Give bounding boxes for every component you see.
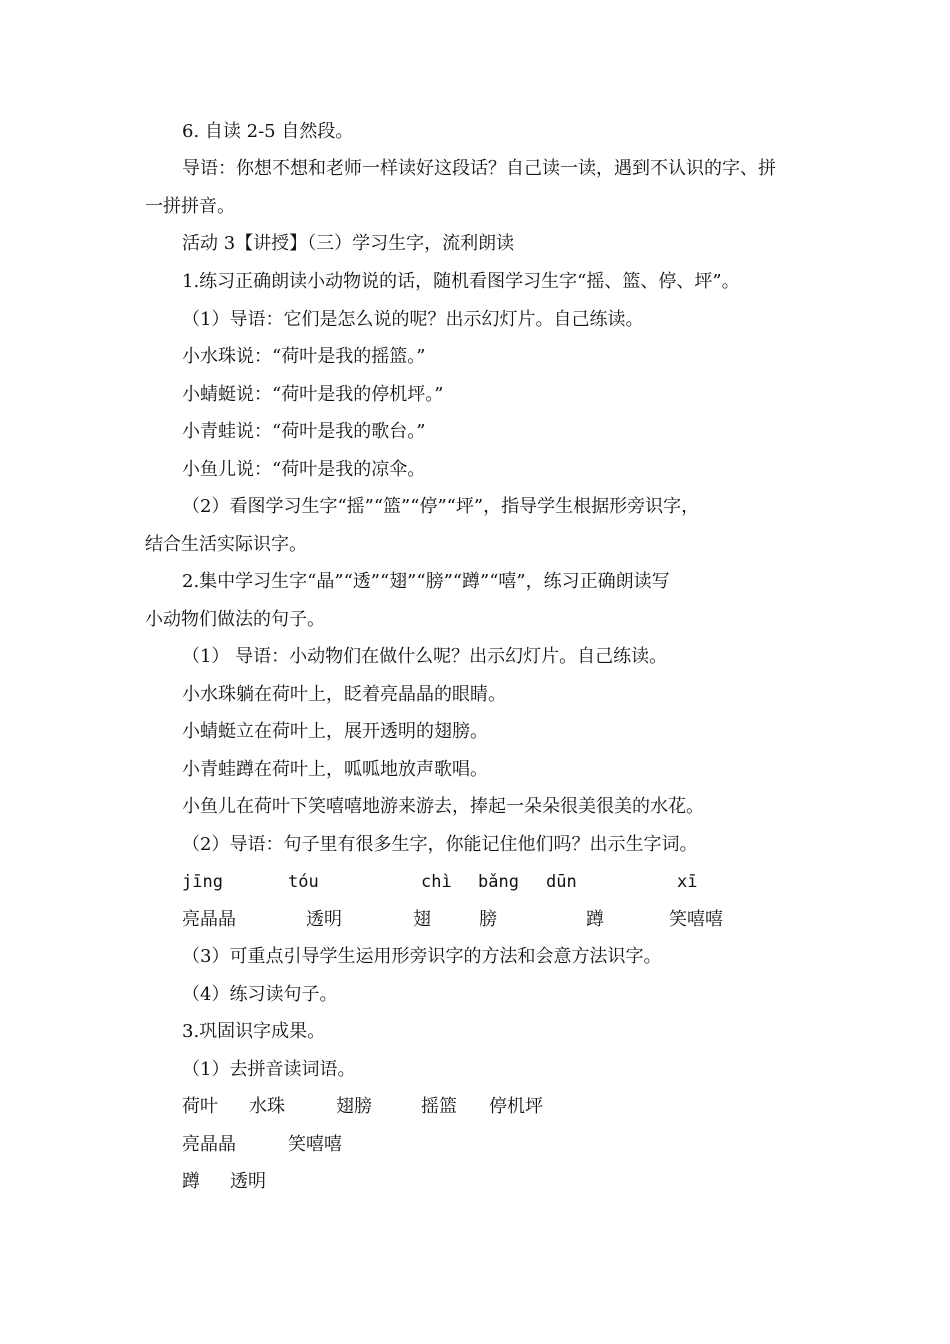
item-1-sub-2-line-2: 结合生活实际识字。 [145, 534, 307, 555]
practice-word-touming: 透明 [230, 1171, 266, 1192]
practice-word-dun: 蹲 [182, 1171, 200, 1192]
guide-paragraph-line-1: 导语：你想不想和老师一样读好这段话？自己读一读，遇到不认识的字、拼 [182, 158, 776, 179]
step-6-heading: 6. 自读 2-5 自然段。 [182, 121, 354, 142]
word-touming: 透明 [306, 909, 342, 930]
practice-word-tingjiping: 停机坪 [489, 1096, 543, 1117]
dialogue-line-water-drop: 小水珠说：“荷叶是我的摇篮。” [182, 346, 426, 367]
dialogue-line-fish: 小鱼儿说：“荷叶是我的凉伞。 [182, 459, 426, 480]
guide-paragraph-line-2: 一拼拼音。 [145, 196, 235, 217]
item-1-sub-2-line-1: （2）看图学习生字“摇”“篮”“停”“坪”，指导学生根据形旁识字， [182, 496, 700, 517]
dialogue-line-dragonfly: 小蜻蜓说：“荷叶是我的停机坪。” [182, 384, 444, 405]
item-3-sub-1: （1）去拼音读词语。 [182, 1059, 356, 1080]
item-2-line-2: 小动物们做法的句子。 [145, 609, 325, 630]
pinyin-tou: tóu [288, 872, 319, 892]
word-bang: 膀 [479, 909, 497, 930]
item-2-line-1: 2.集中学习生字“晶”“透”“翅”“膀”“蹲”“嘻”，练习正确朗读写 [182, 571, 670, 592]
activity-3-heading: 活动 3【讲授】（三）学习生字，流利朗读 [182, 233, 515, 254]
practice-word-liangjingjing: 亮晶晶 [182, 1134, 236, 1155]
sentence-frog: 小青蛙蹲在荷叶上，呱呱地放声歌唱。 [182, 759, 488, 780]
item-1-sub-1: （1）导语：它们是怎么说的呢？出示幻灯片。自己练读。 [182, 309, 644, 330]
practice-word-chibang: 翅膀 [336, 1096, 372, 1117]
dialogue-line-frog: 小青蛙说：“荷叶是我的歌台。” [182, 421, 426, 442]
item-2-sub-1: （1） 导语：小动物们在做什么呢？出示幻灯片。自己练读。 [182, 646, 668, 667]
practice-word-shuizhu: 水珠 [249, 1096, 285, 1117]
word-liangjingjing: 亮晶晶 [182, 909, 236, 930]
practice-word-xiaoxixi: 笑嘻嘻 [288, 1134, 342, 1155]
item-2-sub-2: （2）导语：句子里有很多生字，你能记住他们吗？出示生字词。 [182, 834, 698, 855]
word-chi: 翅 [413, 909, 431, 930]
pinyin-dun: dūn [546, 872, 577, 892]
practice-word-yaolan: 摇篮 [421, 1096, 457, 1117]
item-3-heading: 3.巩固识字成果。 [182, 1021, 326, 1042]
pinyin-bang: bǎng [478, 872, 519, 892]
word-dun: 蹲 [586, 909, 604, 930]
sentence-water-drop: 小水珠躺在荷叶上，眨着亮晶晶的眼睛。 [182, 684, 506, 705]
pinyin-chi: chì [421, 872, 452, 892]
item-2-sub-3: （3）可重点引导学生运用形旁识字的方法和会意方法识字。 [182, 946, 662, 967]
item-2-sub-4: （4）练习读句子。 [182, 984, 338, 1005]
sentence-dragonfly: 小蜻蜓立在荷叶上，展开透明的翅膀。 [182, 721, 488, 742]
item-1-text: 1.练习正确朗读小动物说的话，随机看图学习生字“摇、篮、停、坪”。 [182, 271, 740, 292]
pinyin-jing: jīng [182, 872, 223, 892]
pinyin-xi: xī [677, 872, 698, 892]
sentence-fish: 小鱼儿在荷叶下笑嘻嘻地游来游去，捧起一朵朵很美很美的水花。 [182, 796, 704, 817]
practice-word-heye: 荷叶 [182, 1096, 218, 1117]
word-xiaoxixi: 笑嘻嘻 [669, 909, 723, 930]
